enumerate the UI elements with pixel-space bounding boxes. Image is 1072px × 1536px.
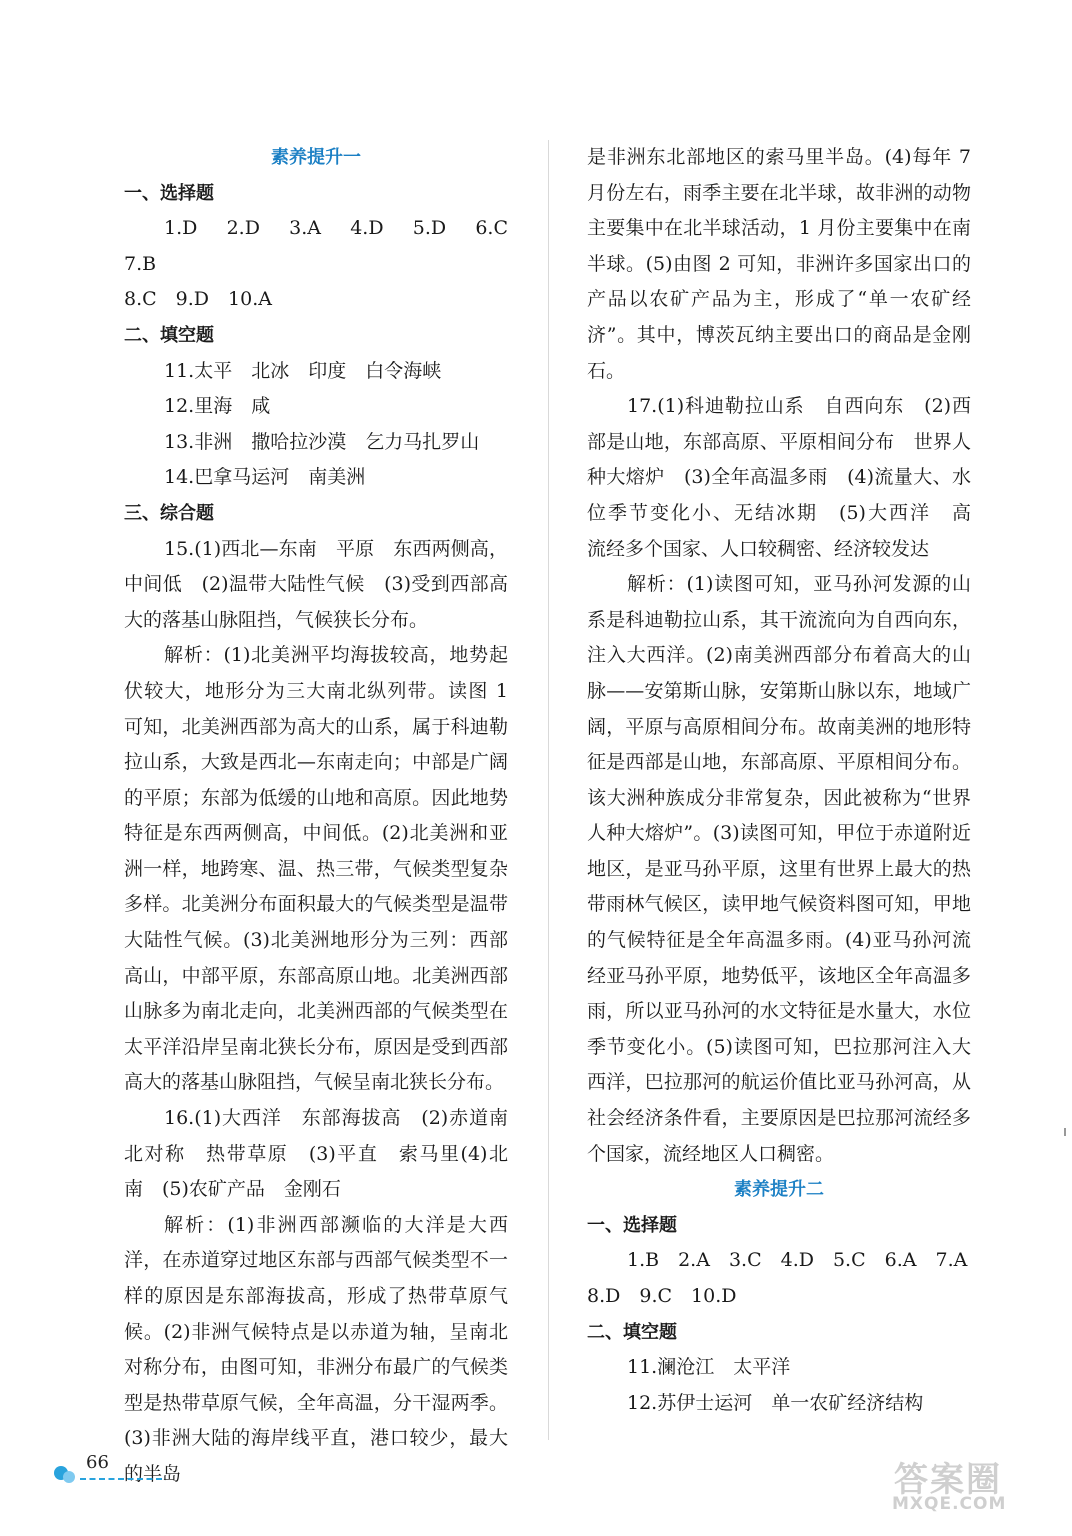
left-column [124, 140, 528, 1493]
page-number: 66 [86, 1452, 109, 1473]
answer-paragraph: 17.(1)科迪勒拉山系 自西向东 (2)西部是山地，东部高原、平原相间分布 世界人种大熔炉 (3)全年高温多雨 (4)流量大、水位季节变化小、无结冰期 (5)大西洋 高 流经多个国家、人口较稠密、经济较发达 [587, 395, 991, 560]
answer-line: 12.里海 咸 [164, 395, 271, 418]
section-heading: 三、综合题 [124, 502, 214, 524]
answer-line: 11.太平 北冰 印度 白令海峡 [164, 359, 442, 382]
answer-line: 13.非洲 撒哈拉沙漠 乞力马扎罗山 [164, 430, 480, 453]
section-title: 素养提升二 [734, 1179, 824, 1201]
section-heading: 一、选择题 [587, 1214, 677, 1236]
answer-line: 1.D 2.D 3.A 4.D 5.D 6.C 7.B [124, 217, 528, 275]
answer-paragraph: 15.(1)西北—东南 平原 东西两侧高，中间低 (2)温带大陆性气候 (3)受到西部高大的落基山脉阻挡，气候狭长分布。 [124, 537, 508, 631]
column-divider [548, 140, 549, 1440]
answer-line: 11.澜沧江 太平洋 [627, 1356, 791, 1379]
analysis-paragraph: 解析：(1)北美洲平均海拔较高，地势起伏较大，地形分为三大南北纵列带。读图 1 可知，北美洲西部为高大的山系，属于科迪勒拉山系，大致是西北—东南走向；中部是广阔的平原；东部为低缓的山地和高原。因此地势特征是东西两侧高，中间低。(2)北美洲和亚洲一样，地跨寒、温、热三带，气候类型复杂多样。北美洲分布面积最大的气候类型是温带大陆性气候。(3)北美洲地形分为三列：西部高山，中部平原，东部高原山地。北美洲西部山脉多为南北走向，北美洲西部的气候类型在太平洋沿岸呈南北狭长分布，原因是受到西部高大的落基山脉阻挡，气候呈南北狭长分布。 [124, 644, 508, 1094]
analysis-paragraph: 解析：(1)非洲西部濒临的大洋是大西洋，在赤道穿过地区东部与西部气候类型不一样的原因是东部海拔高，形成了热带草原气候。(2)非洲气候特点是以赤道为轴，呈南北对称分布，由图可知，非洲分布最广的气候类型是热带草原气候，全年高温，分干湿两季。(3)非洲大陆的海岸线平直，港口较少，最大的半岛 [124, 1213, 508, 1485]
analysis-paragraph: 是非洲东北部地区的索马里半岛。(4)每年 7 月份左右，雨季主要在北半球，故非洲的动物主要集中在北半球活动，1 月份主要集中在南半球。(5)由图 2 可知，非洲许多国家出口的产品以农矿产品为主，形成了“单一农矿经济”。其中，博茨瓦纳主要出口的商品是金刚石。 [587, 146, 971, 382]
footer-dot-icon [63, 1471, 75, 1483]
watermark-logo: 答案圈 [894, 1460, 1002, 1500]
answer-line: 14.巴拿马运河 南美洲 [164, 466, 366, 489]
page-footer [54, 1452, 174, 1492]
answer-line: 8.D 9.C 10.D [587, 1285, 737, 1307]
analysis-paragraph: 解析：(1)读图可知，亚马孙河发源的山系是科迪勒拉山系，其干流流向为自西向东，注入大西洋。(2)南美洲西部分布着高大的山脉——安第斯山脉，安第斯山脉以东，地域广阔，平原与高原相间分布。故南美洲的地形特征是西部是山地，东部高原、平原相间分布。该大洲种族成分非常复杂，因此被称为“世界人种大熔炉”。(3)读图可知，甲位于赤道附近地区，是亚马孙平原，这里有世界上最大的热带雨林气候区，读甲地气候资料图可知，甲地的气候特征是全年高温多雨。(4)亚马孙河流经亚马孙平原，地势低平，该地区全年高温多雨，所以亚马孙河的水文特征是水量大，水位季节变化小。(5)读图可知，巴拉那河注入大西洋，巴拉那河的航运价值比亚马孙河高，从社会经济条件看，主要原因是巴拉那河流经多个国家，流经地区人口稠密。 [587, 573, 971, 1165]
edge-mark [1064, 1128, 1066, 1136]
answer-paragraph: 16.(1)大西洋 东部海拔高 (2)赤道南北对称 热带草原 (3)平直 索马里(4)北 南 (5)农矿产品 金刚石 [124, 1107, 528, 1201]
watermark [884, 1452, 1054, 1522]
section-heading: 一、选择题 [124, 182, 214, 204]
answer-line: 8.C 9.D 10.A [124, 288, 272, 311]
section-heading: 二、填空题 [124, 324, 214, 346]
answer-line: 1.B 2.A 3.C 4.D 5.C 6.A 7.A [627, 1249, 968, 1272]
section-heading: 二、填空题 [587, 1321, 677, 1343]
right-column [587, 140, 991, 1421]
footer-dash-line [80, 1478, 162, 1480]
section-title: 素养提升一 [271, 147, 361, 168]
watermark-url: MXQE.COM [892, 1494, 1007, 1514]
answer-line: 12.苏伊士运河 单一农矿经济结构 [627, 1391, 924, 1414]
